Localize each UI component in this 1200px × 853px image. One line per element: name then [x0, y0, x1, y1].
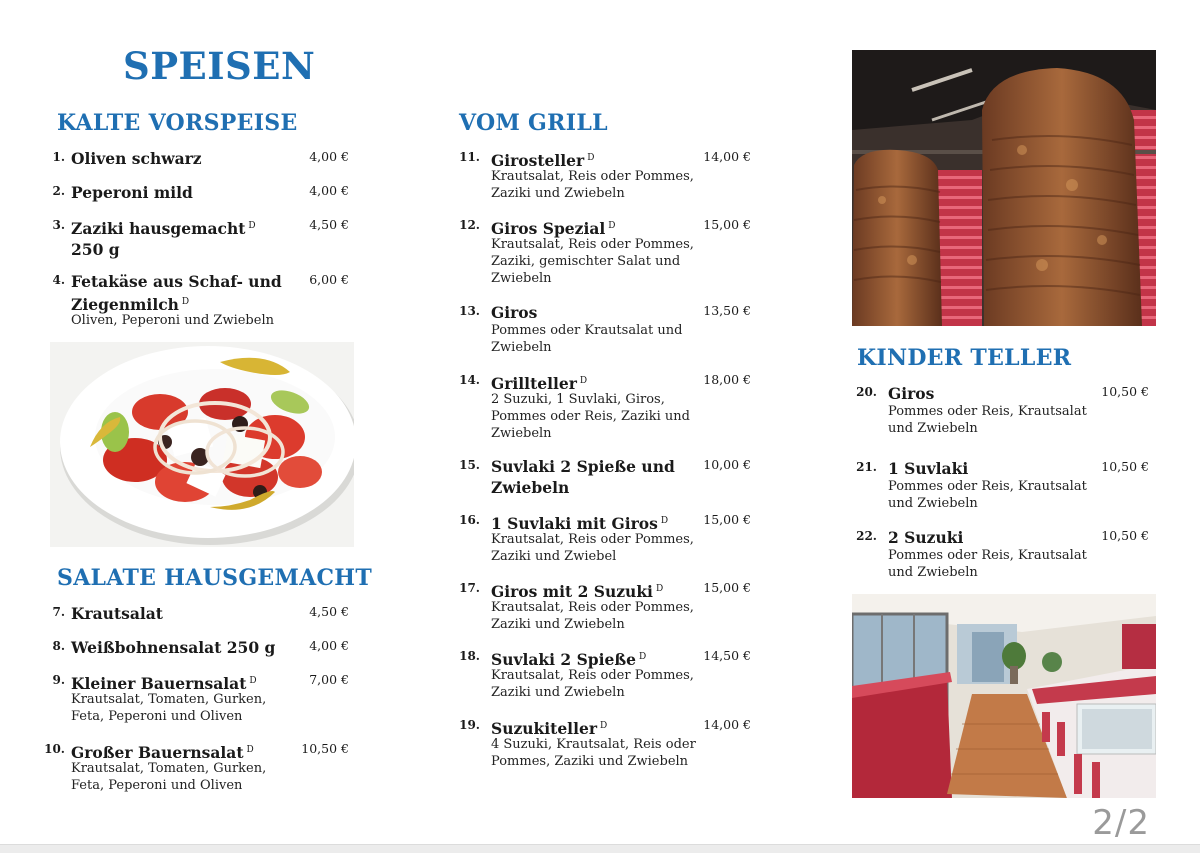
- gyros-spit-photo: [852, 50, 1156, 326]
- item-number: 19.: [459, 718, 480, 732]
- item-description: Pommes oder Reis, Krautsalat und Zwiebeln: [888, 548, 1087, 580]
- item-description: 2 Suzuki, 1 Suvlaki, Giros, Pommes oder Reis, Zaziki und Zwiebeln: [491, 392, 690, 441]
- item-number: 9.: [52, 673, 65, 687]
- item-description: Krautsalat, Reis oder Pommes, Zaziki, gemischter Salat und Zwiebeln: [491, 237, 694, 286]
- item-name: Suvlaki 2 Spieße $^D$: [491, 650, 647, 669]
- menu-item: [43, 740, 349, 798]
- item-number: 8.: [52, 639, 65, 653]
- item-price: 13,50 €: [703, 303, 751, 318]
- item-number: 2.: [52, 184, 65, 198]
- item-number: 21.: [856, 460, 877, 474]
- item-price: 10,50 €: [1101, 384, 1149, 399]
- menu-item: [458, 511, 751, 565]
- item-name: Großer Bauernsalat $^D$: [71, 743, 254, 762]
- item-name: Giros: [888, 384, 935, 403]
- item-number: 14.: [459, 373, 480, 387]
- menu-item: [458, 302, 751, 356]
- page-counter: 2/2: [1092, 803, 1150, 843]
- menu-item: [855, 458, 1149, 512]
- item-name: Oliven schwarz: [71, 149, 202, 168]
- item-price: 18,00 €: [703, 372, 751, 387]
- item-name: Suzukiteller $^D$: [491, 719, 608, 738]
- item-description: Krautsalat, Tomaten, Gurken, Feta, Peperoni und Oliven: [71, 692, 267, 724]
- menu-item: [855, 383, 1149, 437]
- menu-item: [43, 182, 349, 206]
- item-price: 14,00 €: [703, 717, 751, 732]
- item-description: Krautsalat, Tomaten, Gurken, Feta, Peperoni und Oliven: [71, 761, 267, 793]
- item-price: 4,50 €: [309, 217, 349, 232]
- bottom-scroll-bar: [0, 844, 1200, 853]
- item-description: Krautsalat, Reis oder Pommes, Zaziki und Zwiebeln: [491, 600, 694, 632]
- item-number: 13.: [459, 304, 480, 318]
- item-name: 2 Suzuki: [888, 528, 964, 547]
- item-number: 3.: [52, 218, 65, 232]
- item-number: 15.: [459, 458, 480, 472]
- menu-item: [855, 527, 1149, 581]
- item-description: Krautsalat, Reis oder Pommes, Zaziki und Zwiebeln: [491, 668, 694, 700]
- item-name: 1 Suvlaki: [888, 459, 969, 478]
- item-number: 10.: [44, 742, 65, 756]
- section-title-salate-hausgemacht: SALATE HAUSGEMACHT: [57, 565, 373, 591]
- item-name: Peperoni mild: [71, 183, 193, 202]
- item-number: 18.: [459, 649, 480, 663]
- menu-item: [458, 371, 751, 443]
- item-number: 11.: [459, 150, 480, 164]
- menu-item: [43, 271, 349, 333]
- menu-item: [458, 647, 751, 701]
- item-price: 4,50 €: [309, 604, 349, 619]
- item-number: 16.: [459, 513, 480, 527]
- item-price: 10,50 €: [1101, 528, 1149, 543]
- item-price: 15,00 €: [703, 580, 751, 595]
- item-name: Girosteller $^D$: [491, 151, 595, 170]
- item-name: Giros Spezial $^D$: [491, 219, 616, 238]
- item-number: 7.: [52, 605, 65, 619]
- item-description: Krautsalat, Reis oder Pommes, Zaziki und Zwiebeln: [491, 169, 694, 201]
- item-price: 15,00 €: [703, 217, 751, 232]
- item-description: Pommes oder Reis, Krautsalat und Zwiebeln: [888, 404, 1087, 436]
- greek-salad-photo: [50, 342, 354, 547]
- item-price: 10,50 €: [1101, 459, 1149, 474]
- item-name: Kleiner Bauernsalat $^D$: [71, 674, 257, 693]
- section-title-kinder-teller: KINDER TELLER: [857, 345, 1072, 371]
- item-number: 4.: [52, 273, 65, 287]
- menu-item: [458, 148, 751, 202]
- item-price: 4,00 €: [309, 638, 349, 653]
- item-name: Grillteller $^D$: [491, 374, 588, 393]
- section-title-kalte-vorspeise: KALTE VORSPEISE: [57, 110, 298, 136]
- item-price: 7,00 €: [309, 672, 349, 687]
- item-price: 4,00 €: [309, 149, 349, 164]
- item-name: Krautsalat: [71, 604, 163, 623]
- menu-item: [458, 579, 751, 633]
- item-price: 15,00 €: [703, 512, 751, 527]
- item-number: 12.: [459, 218, 480, 232]
- item-price: 14,50 €: [703, 648, 751, 663]
- item-name: 1 Suvlaki mit Giros $^D$: [491, 514, 669, 533]
- section-title-vom-grill: VOM GRILL: [459, 110, 608, 136]
- item-name: Suvlaki 2 Spieße und Zwiebeln: [491, 457, 675, 497]
- menu-item: [43, 637, 349, 661]
- item-description: Pommes oder Reis, Krautsalat und Zwiebeln: [888, 479, 1087, 511]
- item-description: 4 Suzuki, Krautsalat, Reis oder Pommes, Zaziki und Zwiebeln: [491, 737, 696, 769]
- item-price: 10,00 €: [703, 457, 751, 472]
- item-description: Krautsalat, Reis oder Pommes, Zaziki und Zwiebel: [491, 532, 694, 564]
- item-name: Zaziki hausgemacht $^D$ 250 g: [71, 219, 256, 259]
- menu-item: [458, 216, 751, 288]
- item-number: 17.: [459, 581, 480, 595]
- menu-item: [43, 603, 349, 627]
- item-number: 20.: [856, 385, 877, 399]
- item-number: 1.: [52, 150, 65, 164]
- item-name: Giros: [491, 303, 538, 322]
- restaurant-interior-photo: [852, 594, 1156, 798]
- menu-item: [43, 148, 349, 172]
- menu-item: [458, 456, 751, 500]
- menu-item: [458, 716, 751, 770]
- item-name: Weißbohnensalat 250 g: [71, 638, 276, 657]
- menu-title: SPEISEN: [123, 44, 316, 88]
- item-price: 14,00 €: [703, 149, 751, 164]
- item-description: Oliven, Peperoni und Zwiebeln: [71, 313, 274, 328]
- menu-item: [43, 671, 349, 729]
- item-price: 6,00 €: [309, 272, 349, 287]
- item-name: Fetakäse aus Schaf- und Ziegenmilch $^D$: [71, 272, 282, 314]
- menu-item: [43, 216, 349, 262]
- item-number: 22.: [856, 529, 877, 543]
- item-name: Giros mit 2 Suzuki $^D$: [491, 582, 664, 601]
- item-price: 10,50 €: [301, 741, 349, 756]
- item-price: 4,00 €: [309, 183, 349, 198]
- item-description: Pommes oder Krautsalat und Zwiebeln: [491, 323, 683, 355]
